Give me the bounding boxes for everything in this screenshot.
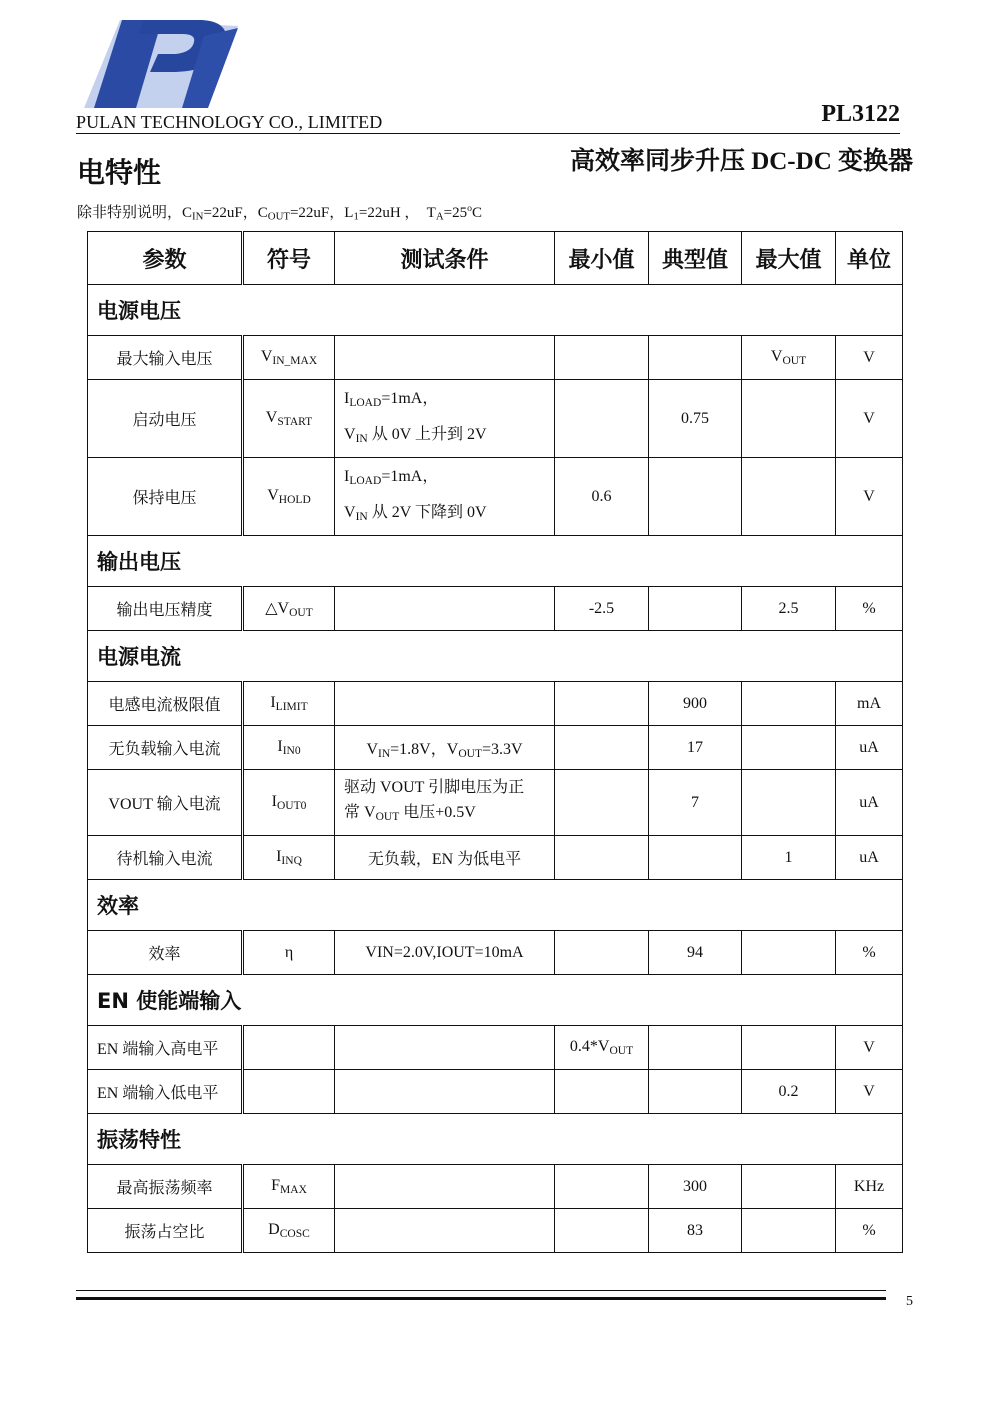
cell-unit: uA <box>836 770 903 836</box>
cell-param: 最大输入电压 <box>88 336 243 380</box>
cell-param: EN 端输入高电平 <box>88 1026 243 1070</box>
cell-typ <box>649 336 742 380</box>
group-efficiency: 效率 <box>88 880 903 931</box>
cell-symbol <box>243 1026 335 1070</box>
table-row <box>88 726 903 770</box>
cell-max <box>742 380 836 458</box>
table-row <box>88 1026 903 1070</box>
cell-cond <box>335 336 555 380</box>
cell-min: 0.6 <box>555 458 649 536</box>
cell-param: 启动电压 <box>88 380 243 458</box>
cell-unit: V <box>836 380 903 458</box>
cell-min <box>555 1209 649 1253</box>
cell-param: VOUT 输入电流 <box>88 770 243 836</box>
cell-min <box>555 726 649 770</box>
cell-max <box>742 931 836 975</box>
group-row <box>88 880 903 931</box>
cell-typ <box>649 587 742 631</box>
document-subtitle: 高效率同步升压 DC-DC 变换器 <box>569 148 913 175</box>
header-min: 最小值 <box>555 232 649 285</box>
group-en-input: EN 使能端输入 <box>88 975 903 1026</box>
pulan-logo <box>84 14 244 110</box>
cell-typ <box>649 1070 742 1114</box>
cell-max: 0.2 <box>742 1070 836 1114</box>
cell-symbol: η <box>243 931 335 975</box>
cell-min <box>555 380 649 458</box>
cell-unit: mA <box>836 682 903 726</box>
header-max: 最大值 <box>742 232 836 285</box>
cell-max: 1 <box>742 836 836 880</box>
cell-param: 保持电压 <box>88 458 243 536</box>
table-row <box>88 587 903 631</box>
cell-symbol: $I_{OUT0}$ <box>243 770 335 836</box>
cell-param: 输出电压精度 <box>88 587 243 631</box>
cell-typ <box>649 1026 742 1070</box>
test-conditions-note: 除非特别说明，$C_{IN}=22uF$，$C_{OUT}=22uF$，$L_1=22uH$ ， $T_A=25^oC$ <box>77 203 482 223</box>
cell-cond: $I_{LOAD}=1mA$， $V_{IN}$ 从 2V 下降到 0V <box>335 458 555 536</box>
cell-min <box>555 931 649 975</box>
cell-symbol: $V_{HOLD}$ <box>243 458 335 536</box>
cell-symbol: $\triangle V_{OUT}$ <box>243 587 335 631</box>
group-output-voltage: 输出电压 <box>88 536 903 587</box>
section-title: 电特性 <box>77 158 162 189</box>
table-row <box>88 380 903 458</box>
cell-typ: 7 <box>649 770 742 836</box>
cell-cond <box>335 587 555 631</box>
cell-cond <box>335 1070 555 1114</box>
group-supply-current: 电源电流 <box>88 631 903 682</box>
cell-param: 待机输入电流 <box>88 836 243 880</box>
cell-symbol: $F_{MAX}$ <box>243 1165 335 1209</box>
cell-unit: V <box>836 336 903 380</box>
cell-param: 电感电流极限值 <box>88 682 243 726</box>
cell-max <box>742 1026 836 1070</box>
cell-symbol: $I_{IN0}$ <box>243 726 335 770</box>
cell-unit: V <box>836 1070 903 1114</box>
cell-cond <box>335 1026 555 1070</box>
cell-max <box>742 770 836 836</box>
header-test-condition: 测试条件 <box>335 232 555 285</box>
cell-min <box>555 682 649 726</box>
table-header-row <box>88 232 903 285</box>
cell-cond: $V_{IN}=1.8V$，$V_{OUT}=3.3V$ <box>335 726 555 770</box>
cell-typ: 94 <box>649 931 742 975</box>
cell-unit: KHz <box>836 1165 903 1209</box>
header-unit: 单位 <box>836 232 903 285</box>
table-row <box>88 770 903 836</box>
cell-cond <box>335 682 555 726</box>
cell-min: $0.4*V_{OUT}$ <box>555 1026 649 1070</box>
table-row <box>88 458 903 536</box>
cell-symbol: $I_{LIMIT}$ <box>243 682 335 726</box>
cell-typ: 300 <box>649 1165 742 1209</box>
group-supply-voltage: 电源电压 <box>88 285 903 336</box>
cell-typ <box>649 458 742 536</box>
cell-min <box>555 836 649 880</box>
cell-unit: % <box>836 931 903 975</box>
cell-symbol: $V_{START}$ <box>243 380 335 458</box>
cell-cond <box>335 1209 555 1253</box>
cell-typ: 0.75 <box>649 380 742 458</box>
cell-unit: uA <box>836 836 903 880</box>
cell-typ: 83 <box>649 1209 742 1253</box>
header-rule <box>76 133 900 134</box>
part-number: PL3122 <box>821 101 900 127</box>
cell-unit: % <box>836 587 903 631</box>
cell-cond <box>335 1165 555 1209</box>
cell-unit: V <box>836 458 903 536</box>
cell-unit: uA <box>836 726 903 770</box>
cell-min <box>555 336 649 380</box>
cell-typ: 900 <box>649 682 742 726</box>
cell-unit: % <box>836 1209 903 1253</box>
group-oscillator: 振荡特性 <box>88 1114 903 1165</box>
table-row <box>88 682 903 726</box>
header-parameter: 参数 <box>88 232 243 285</box>
cell-cond: VIN=2.0V,IOUT=10mA <box>335 931 555 975</box>
cell-unit: V <box>836 1026 903 1070</box>
group-row <box>88 285 903 336</box>
group-row <box>88 1114 903 1165</box>
cell-min <box>555 1070 649 1114</box>
cell-min: -2.5 <box>555 587 649 631</box>
company-name: PULAN TECHNOLOGY CO., LIMITED <box>76 112 383 132</box>
cell-max <box>742 726 836 770</box>
cell-symbol <box>243 1070 335 1114</box>
header-symbol: 符号 <box>243 232 335 285</box>
cell-min <box>555 770 649 836</box>
group-row <box>88 536 903 587</box>
cell-max: $V_{OUT}$ <box>742 336 836 380</box>
cell-param: EN 端输入低电平 <box>88 1070 243 1114</box>
electrical-characteristics-table <box>87 231 903 1253</box>
group-row <box>88 975 903 1026</box>
page-number: 5 <box>906 1294 913 1309</box>
cell-max <box>742 458 836 536</box>
table-row <box>88 1070 903 1114</box>
cell-symbol: $D_{COSC}$ <box>243 1209 335 1253</box>
cell-symbol: $I_{INQ}$ <box>243 836 335 880</box>
cell-typ <box>649 836 742 880</box>
footer-rule <box>76 1290 886 1300</box>
cell-min <box>555 1165 649 1209</box>
header-typ: 典型值 <box>649 232 742 285</box>
cell-param: 效率 <box>88 931 243 975</box>
cell-typ: 17 <box>649 726 742 770</box>
table-row <box>88 1209 903 1253</box>
cell-max <box>742 1165 836 1209</box>
cell-cond: 驱动 VOUT 引脚电压为正 常 $V_{OUT}$ 电压+0.5V <box>335 770 555 836</box>
cell-cond: $I_{LOAD}=1mA$， $V_{IN}$ 从 0V 上升到 2V <box>335 380 555 458</box>
table-row <box>88 931 903 975</box>
table-row <box>88 336 903 380</box>
group-row <box>88 631 903 682</box>
cell-symbol: $V_{IN\_MAX}$ <box>243 336 335 380</box>
cell-max: 2.5 <box>742 587 836 631</box>
cell-max <box>742 682 836 726</box>
table-row <box>88 1165 903 1209</box>
cell-param: 振荡占空比 <box>88 1209 243 1253</box>
cell-cond: 无负载，EN 为低电平 <box>335 836 555 880</box>
cell-max <box>742 1209 836 1253</box>
table-row <box>88 836 903 880</box>
cell-param: 无负载输入电流 <box>88 726 243 770</box>
cell-param: 最高振荡频率 <box>88 1165 243 1209</box>
